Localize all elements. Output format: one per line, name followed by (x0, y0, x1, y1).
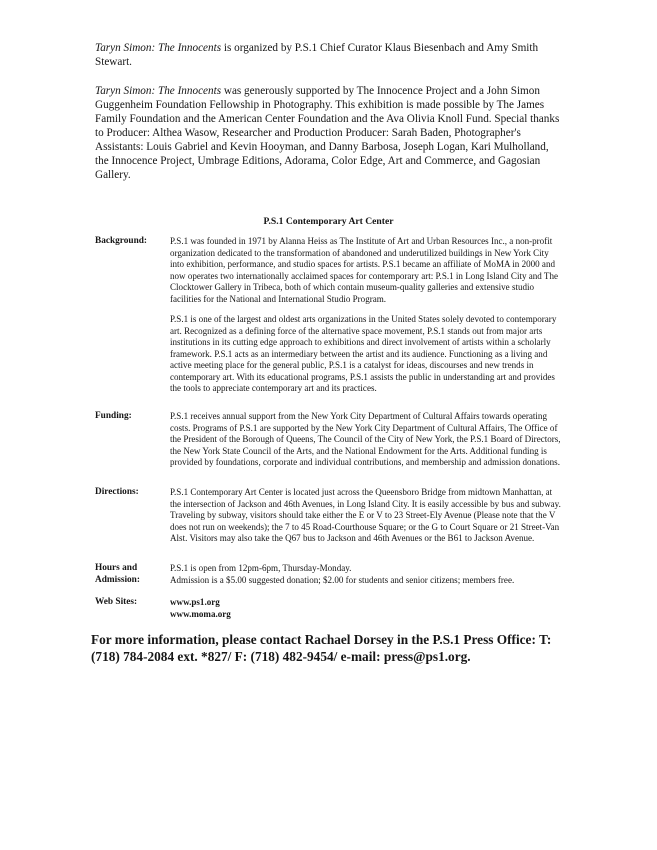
section-title: P.S.1 Contemporary Art Center (263, 216, 394, 227)
intro-paragraph-organizers (95, 41, 565, 69)
background-paragraph-2: P.S.1 is one of the largest and oldest arts organizations in the United States solely devoted to contemporary art. Recognized as a defining force of the alternative space movement, P.S.1 stands out from major arts institutions in its cutting edge approach to exhibitions and direct involvement of artists within a scholarly framework. P.S.1 acts as an intermediary between the artist and its audience. Functioning as a living and active meeting place for the general public, P.S.1 is a catalyst for ideas, discourses and new trends in contemporary art. With its educational programs, P.S.1 assists the public in understanding art and provides the tools to appreciate contemporary art and its practices. (170, 314, 557, 393)
funding-paragraph: P.S.1 receives annual support from the New York City Department of Cultural Affairs towards operating costs. Programs of P.S.1 are supported by the New York City Department of Cultural Affairs, The Office of the President of the Borough of Queens, The Council of the City of New York, the P.S.1 Board of Directors, the New York State Council of the Arts, and the National Endowment for the Arts. Additional funding is provided by foundations, corporate and individual contributions, and membership and admission donations. (170, 411, 561, 467)
hours-body (170, 563, 564, 586)
hours-label (95, 563, 170, 586)
funding-label: Funding: (95, 411, 132, 421)
hours-label-line-2: Admission: (95, 574, 140, 585)
background-label: Background: (95, 236, 148, 246)
background-body (170, 236, 564, 395)
hours-label-line-1: Hours and (95, 563, 138, 573)
moma-website-link[interactable]: www.moma.org (170, 608, 231, 619)
support-text: was generously supported by The Innocence Project and a John Simon Guggenheim Foundation Fellowship in Photography. This exhibition is made possible by The James Family Foundation and the American Center Foundation and the Ava Olivia Knoll Fund. Special thanks to Producer: Althea Wasow, Researcher and Production Producer: Sarah Baden, Photographer's Assistants: Louis Gabriel and Kevin Hooyman, and Danny Barbosa, Joseph Logan, Kari Mulholland, the Innocence Project, Umbrage Editions, Adorama, Color Edge, Art and Commerce, and Gagosian Gallery. (95, 85, 560, 181)
funding-body (170, 411, 564, 469)
directions-paragraph: P.S.1 Contemporary Art Center is located just across the Queensboro Bridge from midtown Manhattan, at the intersection of Jackson and 46th Avenues, in Long Island City. It is easily accessible by bus and subway. Traveling by subway, visitors should take either the E or V to 23 Street-Ely Avenue (Please note that the V does not run on weekends); the 7 to 45 Road-Courthouse Square; or the G to Court Square or 21 Street-Van Alst. Visitors may also take the Q67 bus to Jackson and 46th Avenues or the B61 to Jackson Avenue. (170, 487, 561, 543)
exhibition-title: Taryn Simon: The Innocents (95, 42, 222, 54)
background-paragraph-1: P.S.1 was founded in 1971 by Alanna Heiss as The Institute of Art and Urban Resources Inc., a non-profit organization dedicated to the transformation of abandoned and underutilized buildings in New York City into exhibition, performance, and studio spaces for artists. P.S.1 became an affiliate of MoMA in 2000 and now operates two internationally acclaimed spaces for contemporary art: P.S.1 in Long Island City and The Clocktower Gallery in Tribeca, both of which contain museum-quality galleries and extensive studio facilities for the National and International Studio Program. (170, 236, 558, 304)
exhibition-title: Taryn Simon: The Innocents (95, 85, 222, 97)
web-sites-label: Web Sites: (95, 597, 138, 607)
admission-fees: Admission is a $5.00 suggested donation; $2.00 for students and senior citizens; members free. (170, 574, 515, 585)
directions-label: Directions: (95, 487, 139, 497)
opening-hours: P.S.1 is open from 12pm-6pm, Thursday-Monday. (170, 563, 352, 573)
ps1-website-link[interactable]: www.ps1.org (170, 597, 220, 607)
directions-body (170, 487, 564, 545)
organizers-text: is organized by P.S.1 Chief Curator Klaus Biesenbach and Amy Smith Stewart. (95, 42, 539, 68)
intro-paragraph-support (95, 84, 565, 182)
press-contact: For more information, please contact Rachael Dorsey in the P.S.1 Press Office: T: (718) 784-2084 ext. *827/ F: (718) 482-9454/ e-mail: press@ps1.org. (91, 632, 552, 664)
web-sites-body (170, 597, 564, 620)
